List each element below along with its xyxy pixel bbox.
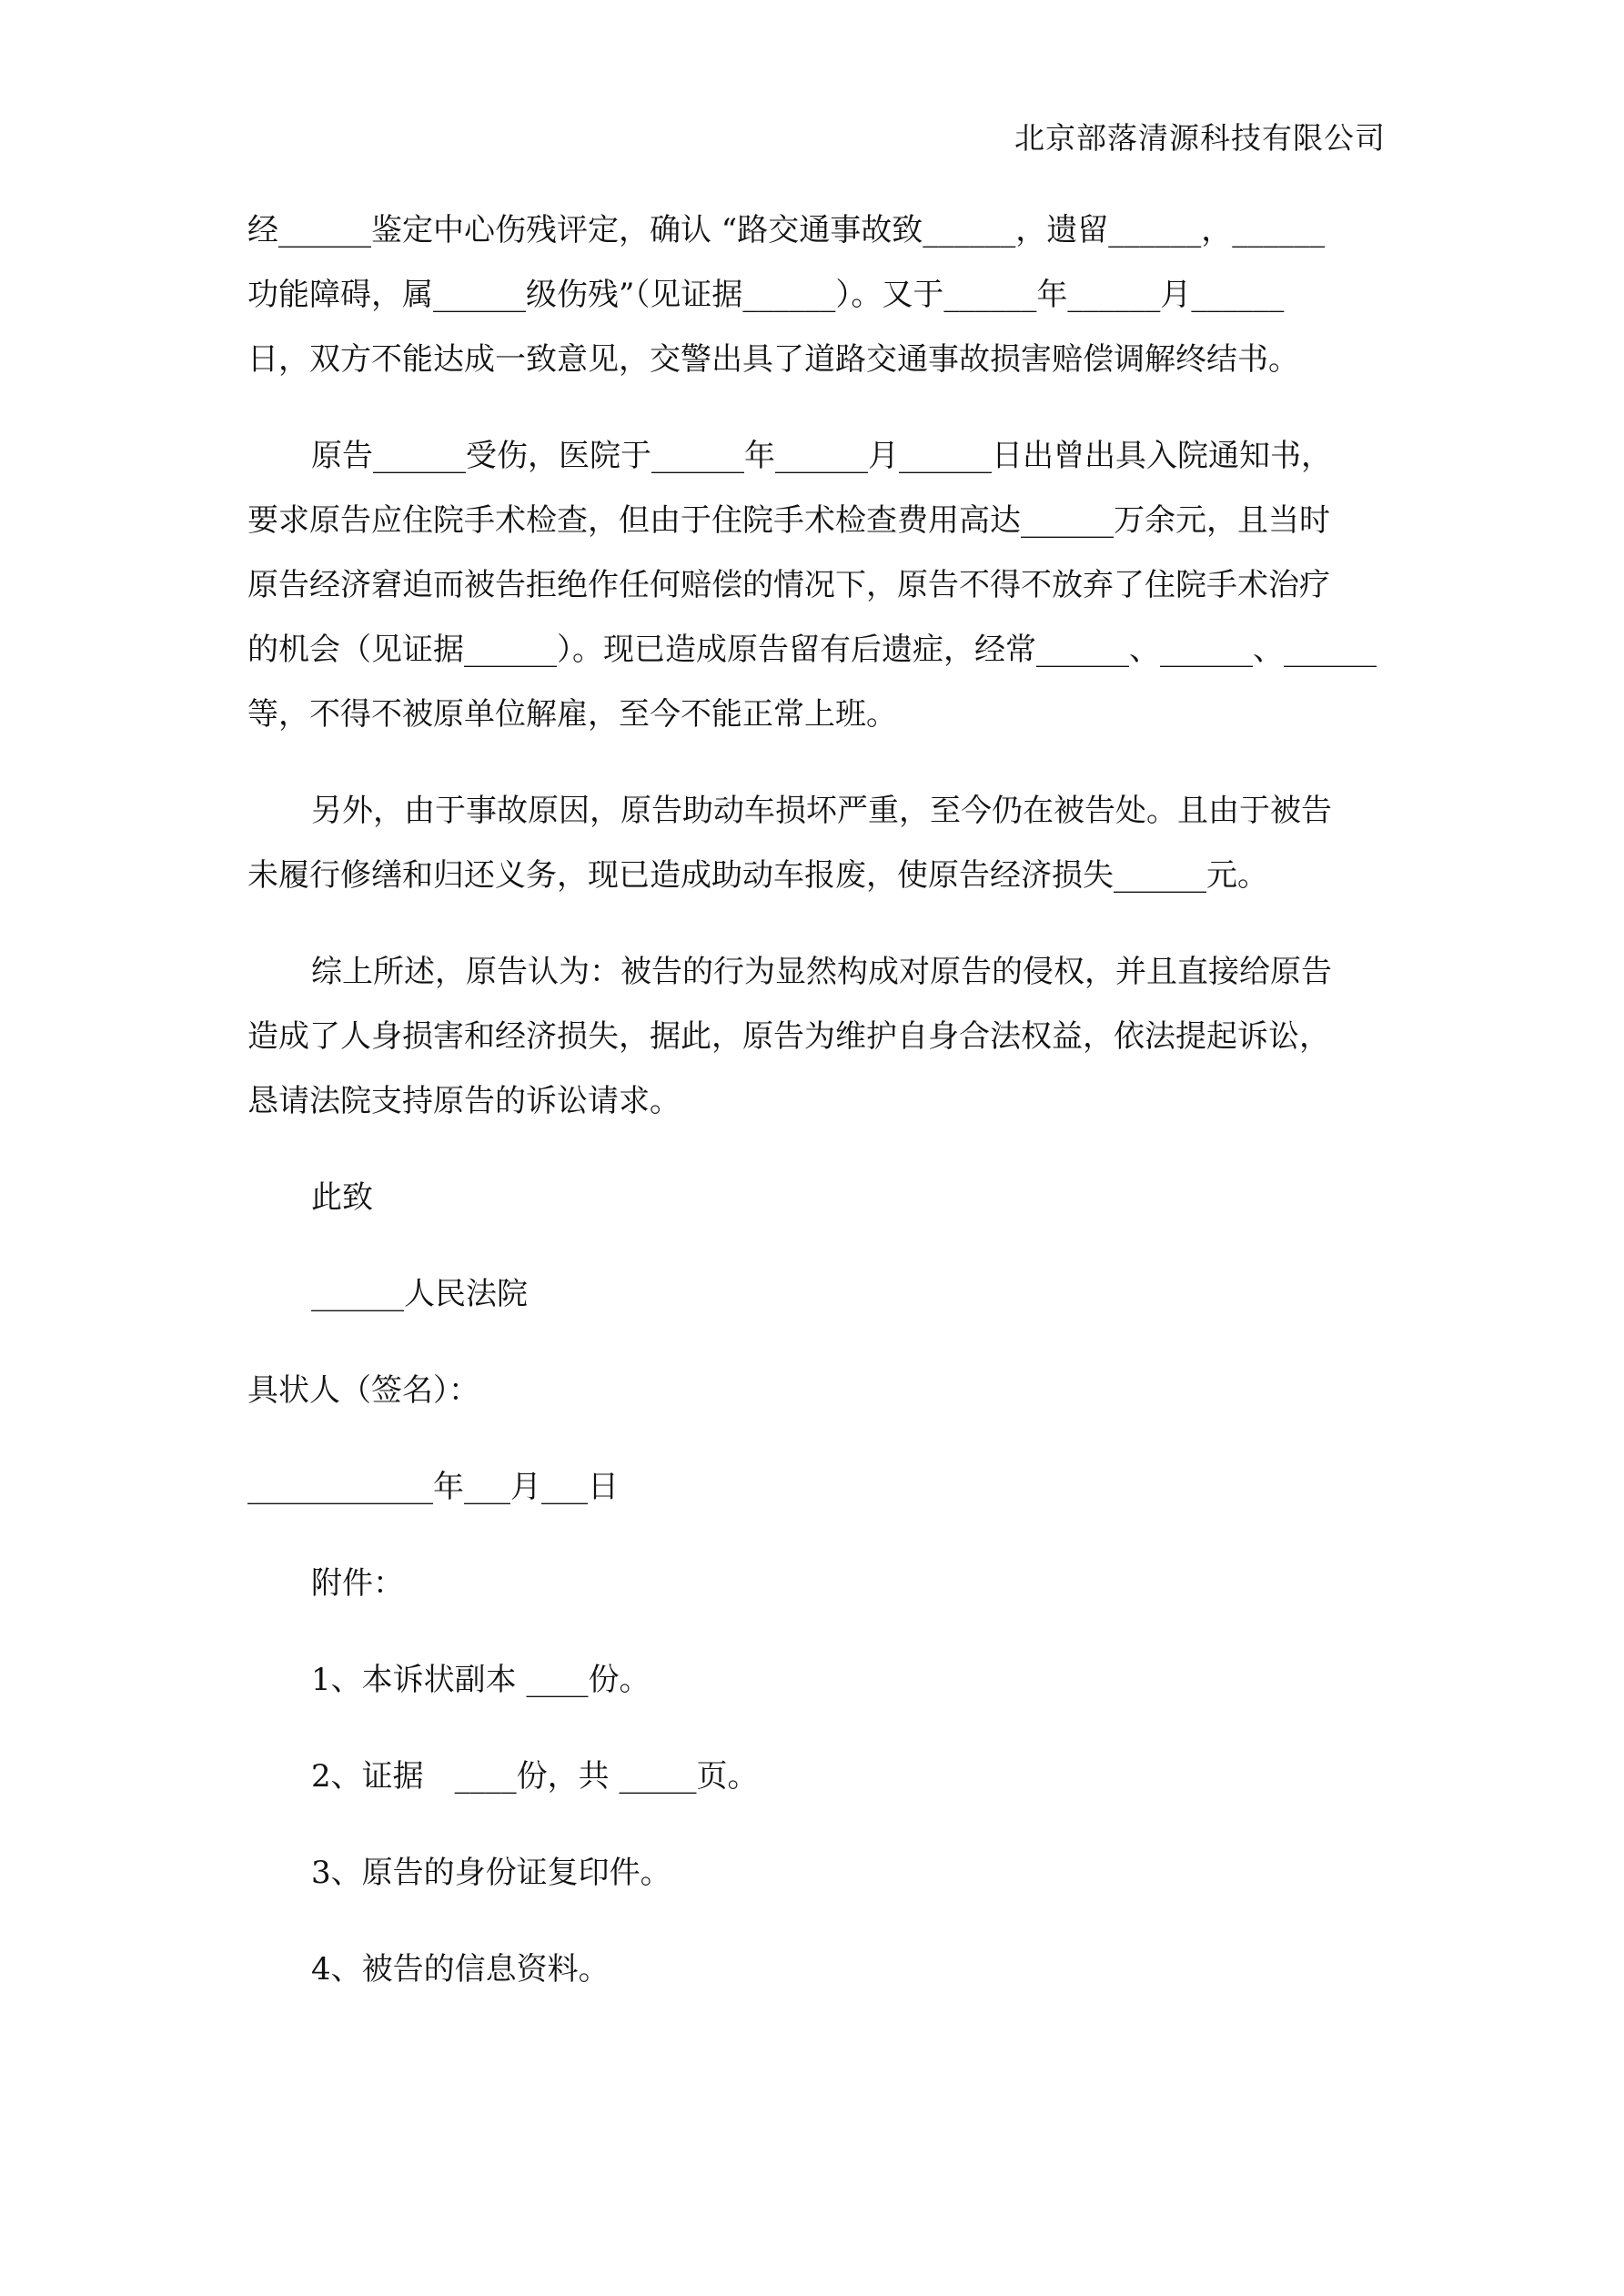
text-line: 等，不得不被原单位解雇，至今不能正常上班。: [247, 696, 897, 733]
text-line: 日，双方不能达成一致意见，交警出具了道路交通事故损害赔偿调解终结书。: [247, 341, 1299, 378]
attachment-item-block: [247, 1841, 1385, 1906]
attachment-item-block: [247, 1648, 1385, 1713]
court-block: [247, 1262, 1385, 1327]
date-block: [247, 1455, 1385, 1520]
paragraph-injury-assessment: [247, 198, 1385, 392]
salutation: 此致: [311, 1179, 373, 1216]
attachment-item: 4、被告的信息资料。: [311, 1951, 610, 1988]
document-body: [247, 198, 1385, 2002]
text-line: 原告经济窘迫而被告拒绝作任何赔偿的情况下，原告不得不放弃了住院手术治疗: [247, 567, 1330, 603]
signer-line: 具状人（签名）：: [247, 1372, 479, 1409]
text-line: 未履行修缮和归还义务，现已造成助动车报废，使原告经济损失______元。: [247, 857, 1268, 894]
text-line: 要求原告应住院手术检查，但由于住院手术检查费用高达______万余元，且当时: [247, 502, 1330, 539]
text-line: 恳请法院支持原告的诉讼请求。: [247, 1083, 681, 1119]
attachment-item-block: [247, 1745, 1385, 1809]
text-line: 造成了人身损害和经济损失，据此，原告为维护自身合法权益，依法提起诉讼，: [247, 1018, 1330, 1055]
court-name: ______人民法院: [311, 1276, 528, 1312]
company-header: 北京部落清源科技有限公司: [1014, 120, 1386, 156]
paragraph-conclusion: [247, 940, 1385, 1134]
attachments-title-block: [247, 1552, 1385, 1616]
attachment-item: 3、原告的身份证复印件。: [311, 1855, 671, 1891]
closing-salutation-block: [247, 1166, 1385, 1230]
text-line: 功能障碍，属______级伤残”（见证据______）。又于______年______月______: [247, 277, 1285, 313]
date-line: ____________年___月___日: [247, 1469, 619, 1505]
paragraph-vehicle-damage: [247, 779, 1385, 908]
paragraph-hospital-treatment: [247, 424, 1385, 747]
text-line: 综上所述，原告认为：被告的行为显然构成对原告的侵权，并且直接给原告: [311, 954, 1332, 990]
text-line: 经______鉴定中心伤残评定，确认 “路交通事故致______，遗留______，______: [247, 212, 1326, 248]
text-line: 另外，由于事故原因，原告助动车损坏严重，至今仍在被告处。且由于被告: [311, 793, 1332, 829]
attachments-title: 附件：: [311, 1565, 404, 1602]
signer-block: [247, 1359, 1385, 1423]
attachment-item-block: [247, 1937, 1385, 2002]
text-line: 的机会（见证据______）。现已造成原告留有后遗症，经常______、______、______: [247, 632, 1377, 668]
attachment-item: 2、证据 ____份，共 _____页。: [311, 1758, 759, 1795]
attachment-item: 1、本诉状副本 ____份。: [311, 1662, 651, 1698]
text-line: 原告______受伤，医院于______年______月______日出曾出具入院通知书，: [311, 438, 1332, 474]
